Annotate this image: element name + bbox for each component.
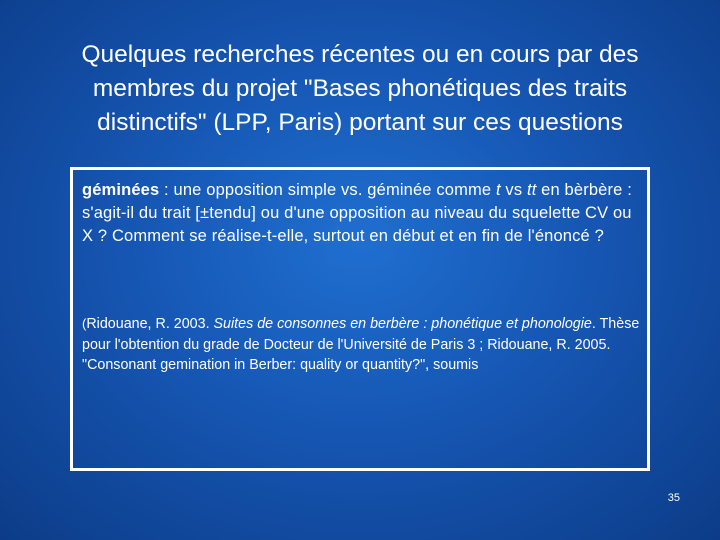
example-tt: tt <box>526 181 537 199</box>
reference-text-part-2: . Thèse pour l'obtention du grade de Docteur de l'Université de Paris 3 ; Ridouane, R. 2005. "Consonant gemination in Berber: quality or quantity?", soumis <box>82 316 640 373</box>
slide-title-line-2: membres du projet "Bases phonétiques des traits <box>92 75 628 102</box>
paragraph-text-part-1: : une opposition simple vs. géminée comme <box>159 181 496 199</box>
reference-paragraph <box>82 314 644 376</box>
slide-title <box>30 38 690 140</box>
paragraph-text-part-2: vs <box>500 181 527 199</box>
slide-number: 35 <box>667 492 680 504</box>
term-geminees: géminées <box>82 181 160 199</box>
slide-title-line-3: distinctifs" (LPP, Paris) portant sur ces questions <box>97 109 623 136</box>
reference-thesis-title: Suites de consonnes en berbère : phonétique et phonologie <box>213 316 592 332</box>
paragraph-text-part-3: en bèrbère : s'agit-il du trait [±tendu] ou d'une opposition au niveau du squelette CV ou X ? Comment se réalise-t-elle, surtout en début et en fin de l'énoncé ? <box>82 181 632 245</box>
reference-text-part-1: Ridouane, R. 2003. <box>86 316 214 332</box>
slide-title-line-1: Quelques recherches récentes ou en cours par des <box>81 41 639 68</box>
reference-open-paren: ( <box>82 316 87 331</box>
example-t: t <box>495 181 501 199</box>
content-box <box>70 167 650 471</box>
gemination-question-paragraph <box>82 179 638 248</box>
